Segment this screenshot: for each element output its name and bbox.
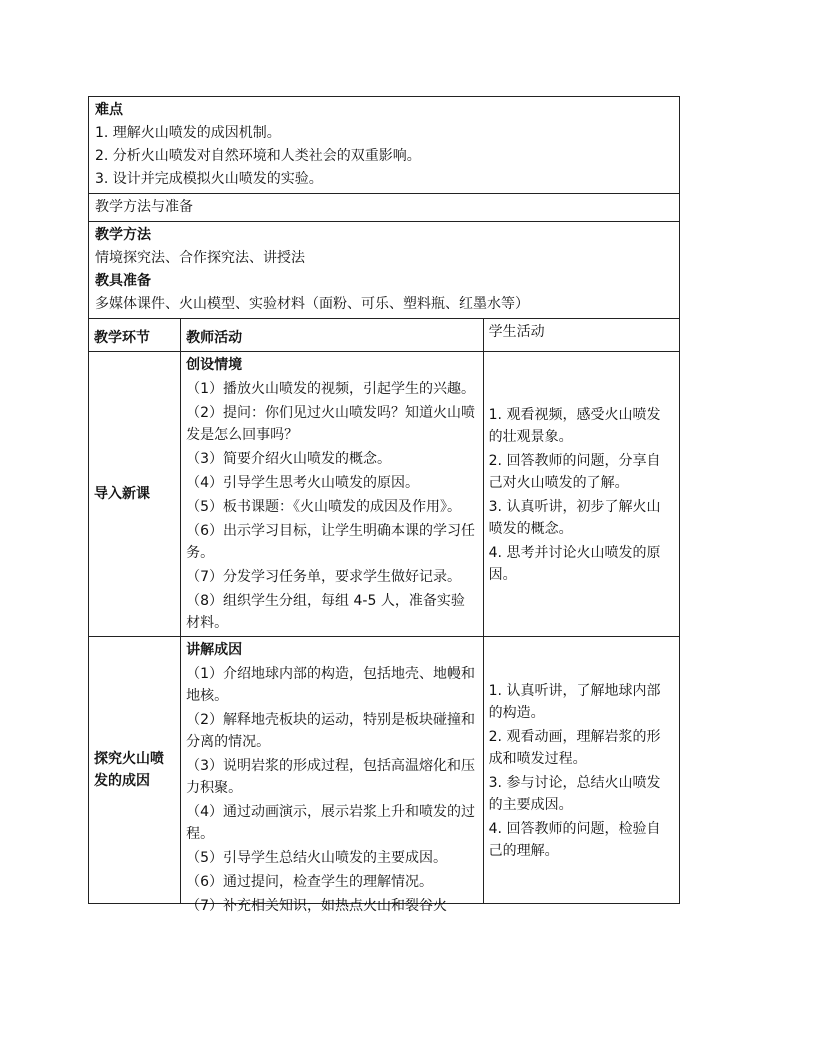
teacher-item: （3）说明岩浆的形成过程，包括高温熔化和压力积聚。 bbox=[186, 758, 476, 796]
difficulty-item: 3. 设计并完成模拟火山喷发的实验。 bbox=[95, 171, 323, 187]
teacher-item: （3）简要介绍火山喷发的概念。 bbox=[186, 451, 392, 467]
student-item: 1. 认真听讲，了解地球内部的构造。 bbox=[488, 683, 661, 721]
student-item: 1. 观看视频，感受火山喷发的壮观景象。 bbox=[488, 407, 661, 445]
student-cell bbox=[483, 637, 679, 904]
teacher-item: （6）通过提问，检查学生的理解情况。 bbox=[186, 874, 434, 890]
student-item: 4. 回答教师的问题，检验自己的理解。 bbox=[488, 821, 661, 859]
teacher-item: （6）出示学习目标，让学生明确本课的学习任务。 bbox=[186, 523, 476, 561]
lesson-plan-page bbox=[88, 96, 680, 914]
tools-title: 教具准备 bbox=[95, 273, 151, 289]
phase-cell: 探究火山喷发的成因 bbox=[89, 637, 181, 904]
methods-title: 教学方法 bbox=[95, 227, 151, 243]
teacher-item: （4）通过动画演示，展示岩浆上升和喷发的过程。 bbox=[186, 804, 476, 842]
teacher-item: （1）播放火山喷发的视频，引起学生的兴趣。 bbox=[186, 381, 476, 397]
teacher-item: （2）解释地壳板块的运动，特别是板块碰撞和分离的情况。 bbox=[186, 712, 476, 750]
teacher-item: （7）分发学习任务单，要求学生做好记录。 bbox=[186, 569, 462, 585]
header-teacher: 教师活动 bbox=[181, 319, 484, 352]
teacher-cell bbox=[181, 352, 484, 637]
difficulty-item: 2. 分析火山喷发对自然环境和人类社会的双重影响。 bbox=[95, 148, 421, 164]
difficulty-section bbox=[89, 97, 679, 194]
phase-cell: 导入新课 bbox=[89, 352, 181, 637]
table-row bbox=[89, 637, 680, 904]
tools-text: 多媒体课件、火山模型、实验材料（面粉、可乐、塑料瓶、红墨水等） bbox=[95, 296, 529, 312]
header-student: 学生活动 bbox=[483, 319, 679, 352]
student-item: 4. 思考并讨论火山喷发的原因。 bbox=[488, 545, 661, 583]
teacher-item: （4）引导学生思考火山喷发的原因。 bbox=[186, 475, 420, 491]
teacher-item: （2）提问：你们见过火山喷发吗？知道火山喷发是怎么回事吗？ bbox=[186, 405, 476, 443]
teacher-cell bbox=[181, 637, 484, 914]
teacher-title: 创设情境 bbox=[186, 357, 243, 373]
difficulty-title: 难点 bbox=[95, 102, 123, 118]
teacher-item: （8）组织学生分组，每组 4-5 人，准备实验材料。 bbox=[186, 593, 465, 631]
lesson-plan-top-box bbox=[88, 96, 680, 319]
teacher-title: 讲解成因 bbox=[186, 642, 243, 658]
teacher-item: （5）引导学生总结火山喷发的主要成因。 bbox=[186, 850, 448, 866]
student-item: 3. 认真听讲，初步了解火山喷发的概念。 bbox=[488, 499, 661, 537]
methods-section bbox=[89, 222, 679, 318]
methods-text: 情境探究法、合作探究法、讲授法 bbox=[95, 250, 305, 266]
teacher-item: （7）补充相关知识，如热点火山和裂谷火 bbox=[186, 898, 448, 914]
header-phase: 教学环节 bbox=[89, 319, 181, 352]
student-item: 3. 参与讨论，总结火山喷发的主要成因。 bbox=[488, 775, 661, 813]
teacher-item: （5）板书课题：《火山喷发的成因及作用》。 bbox=[186, 499, 462, 515]
student-item: 2. 回答教师的问题，分享自己对火山喷发的了解。 bbox=[488, 453, 661, 491]
difficulty-item: 1. 理解火山喷发的成因机制。 bbox=[95, 125, 281, 141]
table-header-row bbox=[89, 319, 680, 352]
methods-section-title: 教学方法与准备 bbox=[89, 194, 679, 222]
teacher-cell-content bbox=[186, 639, 478, 914]
student-cell bbox=[483, 352, 679, 637]
table-row bbox=[89, 352, 680, 637]
teaching-process-table bbox=[88, 318, 680, 914]
student-item: 2. 观看动画，理解岩浆的形成和喷发过程。 bbox=[488, 729, 661, 767]
teacher-item: （1）介绍地球内部的构造，包括地壳、地幔和地核。 bbox=[186, 666, 476, 704]
